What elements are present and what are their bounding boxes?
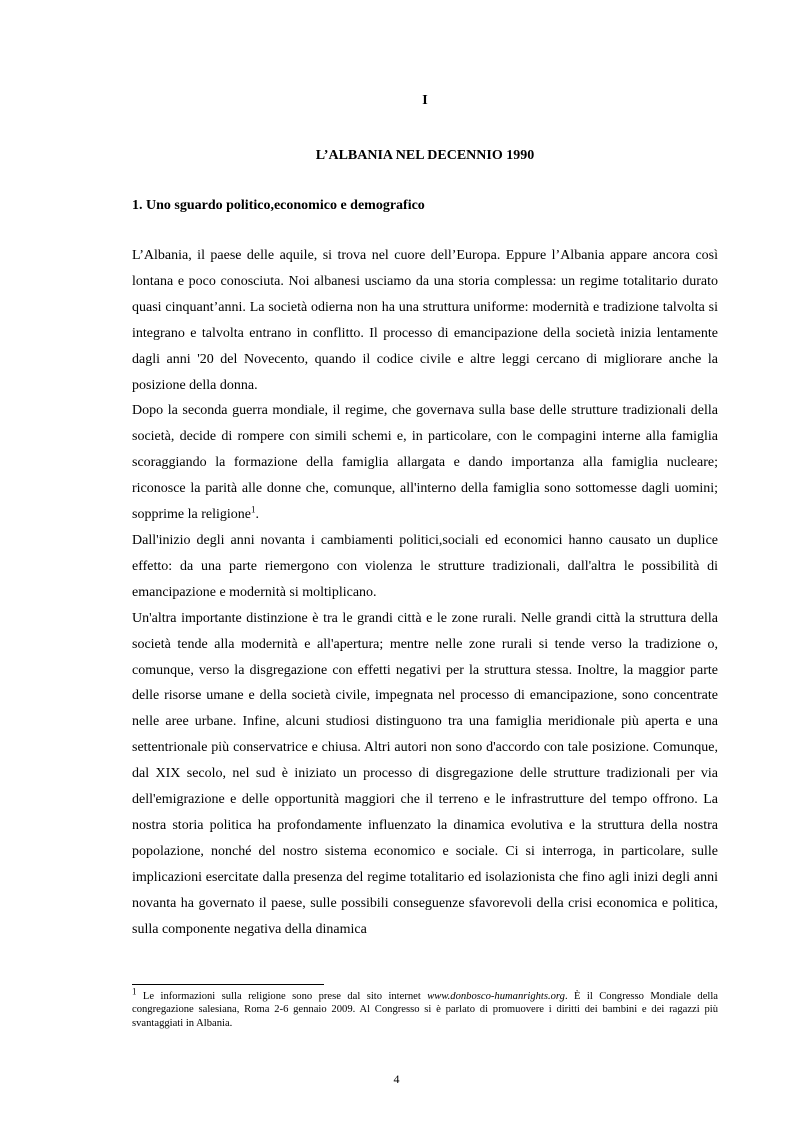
paragraph-4: Un'altra importante distinzione è tra le grandi città e le zone rurali. Nelle grandi città la struttura della società tende alla modernità e all'apertura; mentre nelle zone rurali si tende verso la tradizione o, comunque, verso la disgregazione con effetti negativi per la struttura stessa. Inoltre, la maggior parte delle risorse umane e della società civile, impegnata nel processo di emancipazione, sono concentrate nelle aree urbane. Infine, alcuni studiosi distinguono tra una famiglia meridionale più aperta e una settentrionale più conservatrice e chiusa. Altri autori non sono d'accordo con tale posizione. Comunque, dal XIX secolo, nel sud è iniziato un processo di disgregazione delle strutture tradizionali per via dell'emigrazione e delle opportunità maggiori che il terreno e le infrastrutture del tempo offrono. La nostra storia politica ha profondamente influenzato la dinamica evolutiva e la struttura della nostra popolazione, nonché del nostro sistema economico e sociale. Ci si interroga, in particolare, sulle implicazioni esercitate dalla presenza del regime totalitario ed isolazionista che fino agli inizi degli anni novanta ha governato il paese, sulle possibili conseguenze sfavorevoli della crisi economica e politica, sulla componente negativa della dinamica — [132, 610, 718, 937]
paragraph-1: L’Albania, il paese delle aquile, si trova nel cuore dell’Europa. Eppure l’Albania appare ancora così lontana e poco conosciuta. Noi albanesi usciamo da una storia complessa: un regime totalitario durato quasi cinquant’anni. La società odierna non ha una struttura uniforme: modernità e tradizione talvolta si integrano e talvolta entrano in conflitto. Il processo di emancipazione della società inizia lentamente dagli anni '20 del Novecento, quando il codice civile e altre leggi cercano di migliorare anche la posizione della donna. — [132, 248, 718, 393]
page-number: 4 — [393, 1072, 400, 1086]
paragraph-2 — [132, 398, 718, 528]
footnote-text-after: . È il Congresso Mondiale della congregazione salesiana, Roma 2-6 gennaio 2009. Al Congresso si è parlato di promuovere i diritti dei bambini e dei ragazzi più svantaggiati in Albania. — [132, 991, 718, 1029]
footnote-url: www.donbosco-humanrights.org — [427, 991, 565, 1002]
footnote — [132, 986, 718, 1030]
body-text — [132, 243, 718, 942]
paragraph-2-end: . — [255, 507, 259, 523]
footnote-text-before: Le informazioni sulla religione sono prese dal sito internet — [136, 991, 428, 1002]
footnote-separator — [132, 984, 324, 985]
paragraph-3: Dall'inizio degli anni novanta i cambiamenti politici,sociali ed economici hanno causato un duplice effetto: da una parte riemergono con violenza le strutture tradizionali, dall'altra le possibilità di emancipazione e modernità si moltiplicano. — [132, 532, 718, 600]
section-title: 1. Uno sguardo politico,economico e demografico — [132, 198, 425, 213]
footnote-number: 1 — [132, 986, 137, 997]
footnote-reference: 1 — [250, 504, 256, 515]
paragraph-2-text: Dopo la seconda guerra mondiale, il regime, che governava sulla base delle strutture tradizionali della società, decide di rompere con simili schemi e, in particolare, con le compagini interne alla famiglia scoraggiando la formazione della famiglia allargata e dando importanza alla famiglia nucleare; riconosce la parità alle donne che, comunque, all'interno della famiglia sono sottomesse dagli uomini; sopprime la religione — [132, 403, 718, 523]
chapter-title: L’ALBANIA NEL DECENNIO 1990 — [315, 148, 535, 163]
chapter-number: I — [422, 93, 428, 108]
